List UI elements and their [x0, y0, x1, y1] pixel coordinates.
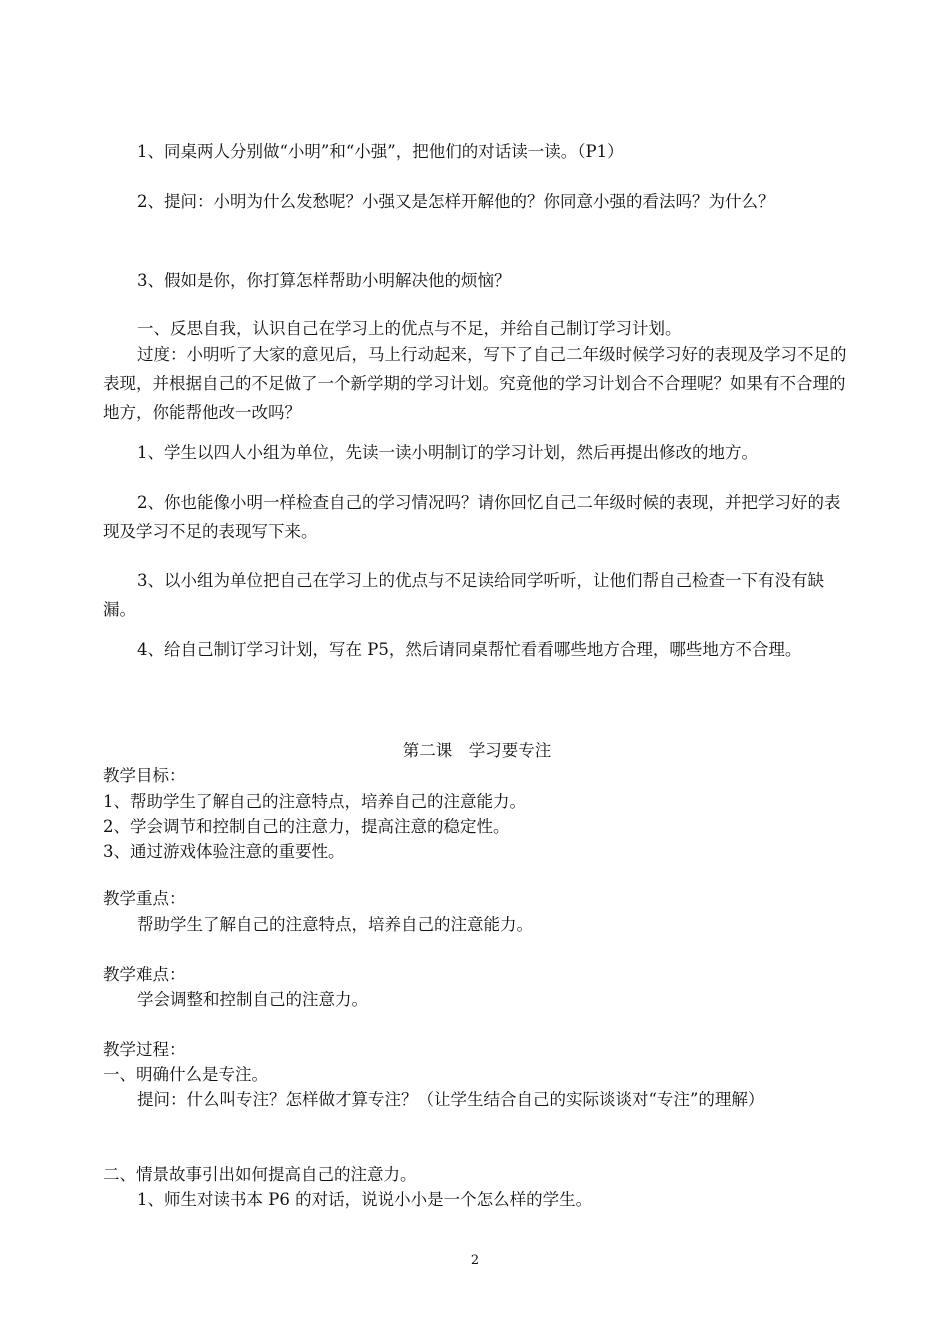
paragraph-question: 2、提问：小明为什么发愁呢？小强又是怎样开解他的？你同意小强的看法吗？为什么？ [137, 192, 775, 211]
paragraph-self-check: 2、你也能像小明一样检查自己的学习情况吗？请你回忆自己二年级时候的表现，并把学习好的表现及学习不足的表现写下来。 [103, 493, 841, 541]
paragraph-group-share: 3、以小组为单位把自己在学习上的优点与不足读给同学听听，让他们帮自己检查一下有没有缺漏。 [103, 571, 824, 619]
paragraph-transition: 过度：小明听了大家的意见后，马上行动起来，写下了自己二年级时候学习好的表现及学习不足的表现，并根据自己的不足做了一个新学期的学习计划。究竟他的学习计划合不合理呢？如果有不合理的地方，你能帮他改一改吗？ [103, 345, 847, 422]
step-story-text: 1、师生对读书本 P6 的对话，说说小小是一个怎么样的学生。 [137, 1190, 593, 1209]
page-number: 2 [470, 1253, 480, 1268]
step-heading-story: 二、情景故事引出如何提高自己的注意力。 [103, 1165, 417, 1184]
step-heading-focus: 一、明确什么是专注。 [103, 1065, 268, 1084]
key-points-heading: 教学重点： [103, 889, 186, 908]
paragraph-group-read: 1、学生以四人小组为单位，先读一读小明制订的学习计划，然后再提出修改的地方。 [137, 443, 758, 462]
goal-item: 3、通过游戏体验注意的重要性。 [103, 842, 345, 861]
difficulty-text: 学会调整和控制自己的注意力。 [137, 990, 368, 1009]
step-focus-text: 提问：什么叫专注？怎样做才算专注？（让学生结合自己的实际谈谈对“专注”的理解） [137, 1090, 765, 1109]
key-points-text: 帮助学生了解自己的注意特点，培养自己的注意能力。 [137, 915, 533, 934]
paragraph-make-plan: 4、给自己制订学习计划，写在 P5，然后请同桌帮忙看看哪些地方合理，哪些地方不合理。 [137, 640, 802, 659]
process-heading: 教学过程： [103, 1040, 186, 1059]
paragraph-help-xiaoming: 3、假如是你，你打算怎样帮助小明解决他的烦恼？ [137, 271, 511, 290]
paragraph-roleplay: 1、同桌两人分别做“小明”和“小强”，把他们的对话读一读。（P1） [137, 142, 624, 161]
goals-heading: 教学目标： [103, 766, 186, 785]
difficulty-heading: 教学难点： [103, 965, 186, 984]
section-heading-reflect: 一、反思自我，认识自己在学习上的优点与不足，并给自己制订学习计划。 [137, 319, 682, 338]
lesson-title: 第二课 学习要专注 [402, 741, 552, 760]
goal-item: 2、学会调节和控制自己的注意力，提高注意的稳定性。 [103, 817, 510, 836]
goal-item: 1、帮助学生了解自己的注意特点，培养自己的注意能力。 [103, 792, 526, 811]
